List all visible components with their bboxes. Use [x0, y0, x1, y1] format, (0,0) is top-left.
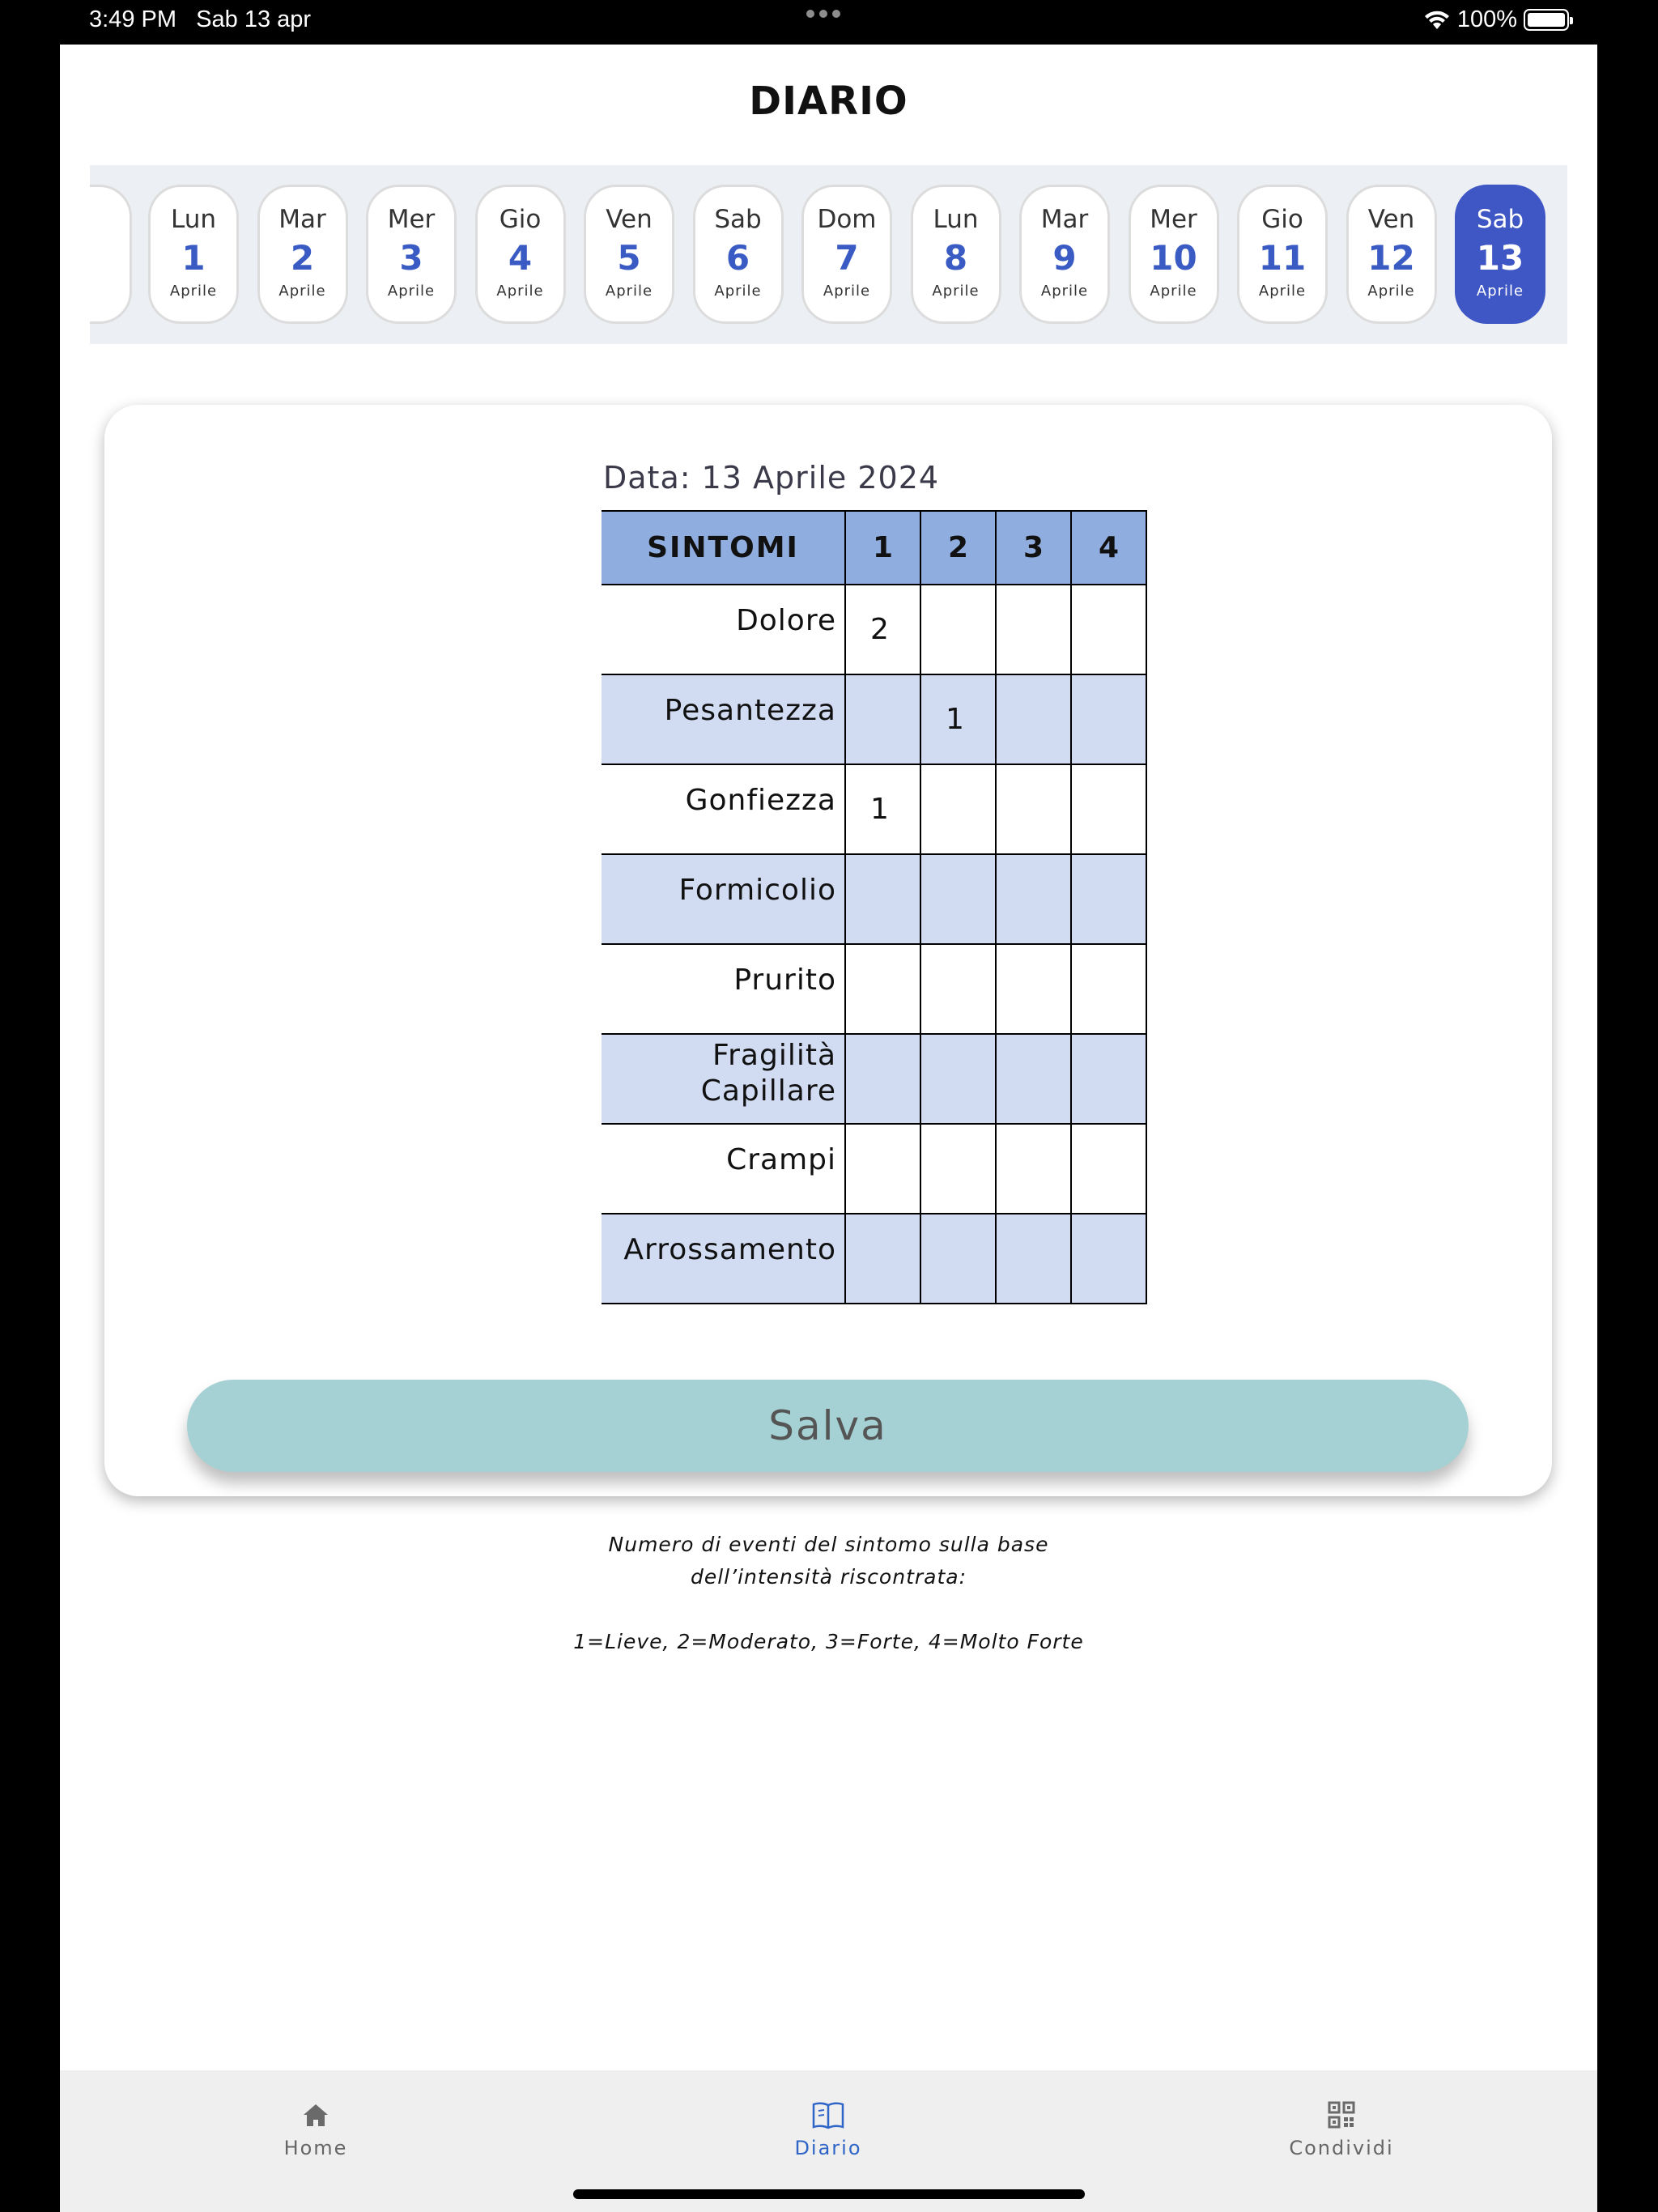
cell-value: 1: [870, 793, 889, 826]
date-chip-dow: Lun: [170, 205, 217, 234]
symptom-cell-3[interactable]: [996, 764, 1071, 854]
symptom-cell-4[interactable]: [1071, 1034, 1146, 1124]
table-row: [602, 764, 1146, 854]
date-chip-mon: Aprile: [1040, 283, 1089, 300]
date-chip-num: 8: [943, 238, 968, 278]
save-button[interactable]: Salva: [187, 1380, 1469, 1472]
symptom-cell-4[interactable]: [1071, 854, 1146, 944]
date-chip-num: 6: [725, 238, 750, 278]
symptom-cell-2[interactable]: [920, 854, 996, 944]
symptom-label: Gonfiezza: [602, 764, 845, 854]
header-intensity-4: 4: [1071, 511, 1146, 585]
home-indicator[interactable]: [573, 2189, 1085, 2199]
diary-card: [104, 405, 1552, 1496]
date-chip-6[interactable]: [693, 185, 784, 324]
date-chip-num: 10: [1150, 238, 1197, 278]
symptom-cell-4[interactable]: [1071, 1124, 1146, 1214]
symptom-cell-1[interactable]: [845, 1034, 920, 1124]
table-row: [602, 944, 1146, 1034]
table-row: [602, 585, 1146, 674]
status-time: [89, 6, 311, 33]
symptom-cell-3[interactable]: [996, 854, 1071, 944]
symptom-cell-1[interactable]: [845, 585, 920, 674]
cell-value: 2: [870, 613, 889, 646]
intensity-legend: [60, 1529, 1597, 1658]
symptom-label: Formicolio: [602, 854, 845, 944]
symptom-label: Prurito: [602, 944, 845, 1034]
symptom-cell-2[interactable]: [920, 764, 996, 854]
symptoms-table: [602, 510, 1147, 1304]
header-intensity-3: 3: [996, 511, 1071, 585]
date-chip-2[interactable]: [257, 185, 348, 324]
date-chip-mon: Aprile: [932, 283, 980, 300]
book-icon: [810, 2099, 846, 2132]
table-row: [602, 674, 1146, 764]
date-chip-mon: Aprile: [714, 283, 762, 300]
date-chip-num: 2: [290, 238, 315, 278]
date-chip-mon: Aprile: [823, 283, 871, 300]
date-chip-dow: Sab: [1476, 205, 1524, 234]
date-chip-3[interactable]: [366, 185, 457, 324]
multitasking-dots-icon[interactable]: [806, 10, 840, 18]
date-strip[interactable]: [90, 165, 1567, 344]
table-row: [602, 1034, 1146, 1124]
symptom-cell-4[interactable]: [1071, 764, 1146, 854]
date-chip-dow: Mar: [278, 205, 326, 234]
symptom-label: Pesantezza: [602, 674, 845, 764]
status-bar: [0, 0, 1658, 45]
date-chip-12[interactable]: [1346, 185, 1437, 324]
symptom-cell-1[interactable]: [845, 944, 920, 1034]
symptom-cell-1[interactable]: [845, 1214, 920, 1304]
date-chip-mon: Aprile: [1367, 283, 1415, 300]
date-label: Data: 13 Aprile 2024: [603, 460, 940, 496]
date-chip-dow: Gio: [1261, 205, 1303, 234]
date-chip-dow: Mar: [1040, 205, 1089, 234]
symptom-cell-3[interactable]: [996, 1034, 1071, 1124]
page-title: DIARIO: [749, 79, 908, 124]
date-chip-num: 1: [181, 238, 206, 278]
date-chip-dow: Gio: [499, 205, 542, 234]
status-date: Sab 13 apr: [196, 6, 312, 32]
symptom-label: Dolore: [602, 585, 845, 674]
date-chip-num: 11: [1258, 238, 1307, 278]
date-chip-1[interactable]: [148, 185, 239, 324]
date-chip-partial[interactable]: [90, 185, 132, 324]
table-row: [602, 1214, 1146, 1304]
date-chip-num: 3: [399, 238, 423, 278]
symptom-label: Crampi: [602, 1124, 845, 1214]
symptom-cell-3[interactable]: [996, 1124, 1071, 1214]
app-screen: [60, 45, 1597, 2212]
qr-code-icon: [1324, 2099, 1359, 2132]
symptom-label: Fragilità Capillare: [602, 1034, 845, 1124]
date-chip-dow: Mer: [1150, 205, 1197, 234]
date-chip-dow: Dom: [817, 205, 877, 234]
date-chip-mon: Aprile: [169, 283, 218, 300]
date-chip-num: 4: [508, 238, 533, 278]
symptom-cell-4[interactable]: [1071, 1214, 1146, 1304]
status-clock: 3:49 PM: [89, 6, 176, 32]
header-intensity-1: 1: [845, 511, 920, 585]
date-chip-mon: Aprile: [1150, 283, 1197, 300]
symptom-cell-4[interactable]: [1071, 944, 1146, 1034]
date-chip-7[interactable]: [801, 185, 892, 324]
symptom-cell-3[interactable]: [996, 674, 1071, 764]
symptom-cell-1[interactable]: [845, 674, 920, 764]
date-chip-mon: Aprile: [387, 283, 436, 300]
date-chip-num: 7: [835, 238, 859, 278]
date-chip-mon: Aprile: [496, 283, 544, 300]
date-chip-num: 5: [617, 238, 641, 278]
table-row: [602, 854, 1146, 944]
symptom-cell-2[interactable]: [920, 1034, 996, 1124]
table-row: [602, 1124, 1146, 1214]
symptom-cell-2[interactable]: [920, 585, 996, 674]
date-chip-mon: Aprile: [605, 283, 653, 300]
date-chip-8[interactable]: [911, 185, 1001, 324]
date-chip-11[interactable]: [1237, 185, 1328, 324]
symptom-cell-4[interactable]: [1071, 585, 1146, 674]
symptom-cell-2[interactable]: [920, 1124, 996, 1214]
symptom-cell-3[interactable]: [996, 585, 1071, 674]
symptom-cell-2[interactable]: [920, 1214, 996, 1304]
date-chip-dow: Ven: [606, 205, 653, 234]
tab-home[interactable]: [194, 2099, 437, 2159]
home-icon: [298, 2099, 334, 2132]
date-chip-num: 12: [1367, 238, 1415, 278]
date-chip-num: 13: [1476, 238, 1524, 278]
symptom-cell-1[interactable]: [845, 1124, 920, 1214]
date-chip-mon: Aprile: [278, 283, 326, 300]
date-chip-4[interactable]: [475, 185, 566, 324]
date-chip-9[interactable]: [1019, 185, 1110, 324]
symptom-cell-2[interactable]: [920, 674, 996, 764]
date-chip-dow: Ven: [1367, 205, 1415, 234]
date-chip-mon: Aprile: [1476, 283, 1524, 300]
date-chip-10[interactable]: [1129, 185, 1219, 324]
table-header-row: [602, 511, 1146, 585]
date-chip-num: 9: [1052, 238, 1077, 278]
tab-diario[interactable]: [707, 2099, 950, 2159]
symptom-cell-4[interactable]: [1071, 674, 1146, 764]
symptom-cell-1[interactable]: [845, 764, 920, 854]
battery-icon: [1524, 9, 1569, 31]
symptom-cell-3[interactable]: [996, 944, 1071, 1034]
tab-condividi-label: Condividi: [1289, 2137, 1394, 2159]
date-chip-dow: Lun: [933, 205, 979, 234]
cell-value: 1: [946, 703, 964, 736]
tab-diario-label: Diario: [794, 2137, 862, 2159]
date-chip-mon: Aprile: [1258, 283, 1307, 300]
battery-percent: 100%: [1456, 6, 1517, 32]
symptom-cell-2[interactable]: [920, 944, 996, 1034]
symptom-label: Arrossamento: [602, 1214, 845, 1304]
symptom-cell-1[interactable]: [845, 854, 920, 944]
tab-condividi[interactable]: [1220, 2099, 1463, 2159]
header-sintomi: SINTOMI: [602, 511, 845, 585]
date-chip-dow: Mer: [387, 205, 436, 234]
legend-line-3: 1=Lieve, 2=Moderato, 3=Forte, 4=Molto Forte: [573, 1630, 1084, 1653]
tab-home-label: Home: [283, 2137, 348, 2159]
date-chip-dow: Sab: [714, 205, 762, 234]
header-intensity-2: 2: [920, 511, 996, 585]
date-chip-5[interactable]: [584, 185, 674, 324]
date-chip-13[interactable]: [1455, 185, 1545, 324]
symptom-cell-3[interactable]: [996, 1214, 1071, 1304]
status-right: [1423, 6, 1569, 33]
legend-line-1: Numero di eventi del sintomo sulla base: [608, 1533, 1049, 1556]
legend-line-2: dell’intensità riscontrata:: [690, 1565, 967, 1589]
wifi-icon: [1423, 10, 1451, 31]
